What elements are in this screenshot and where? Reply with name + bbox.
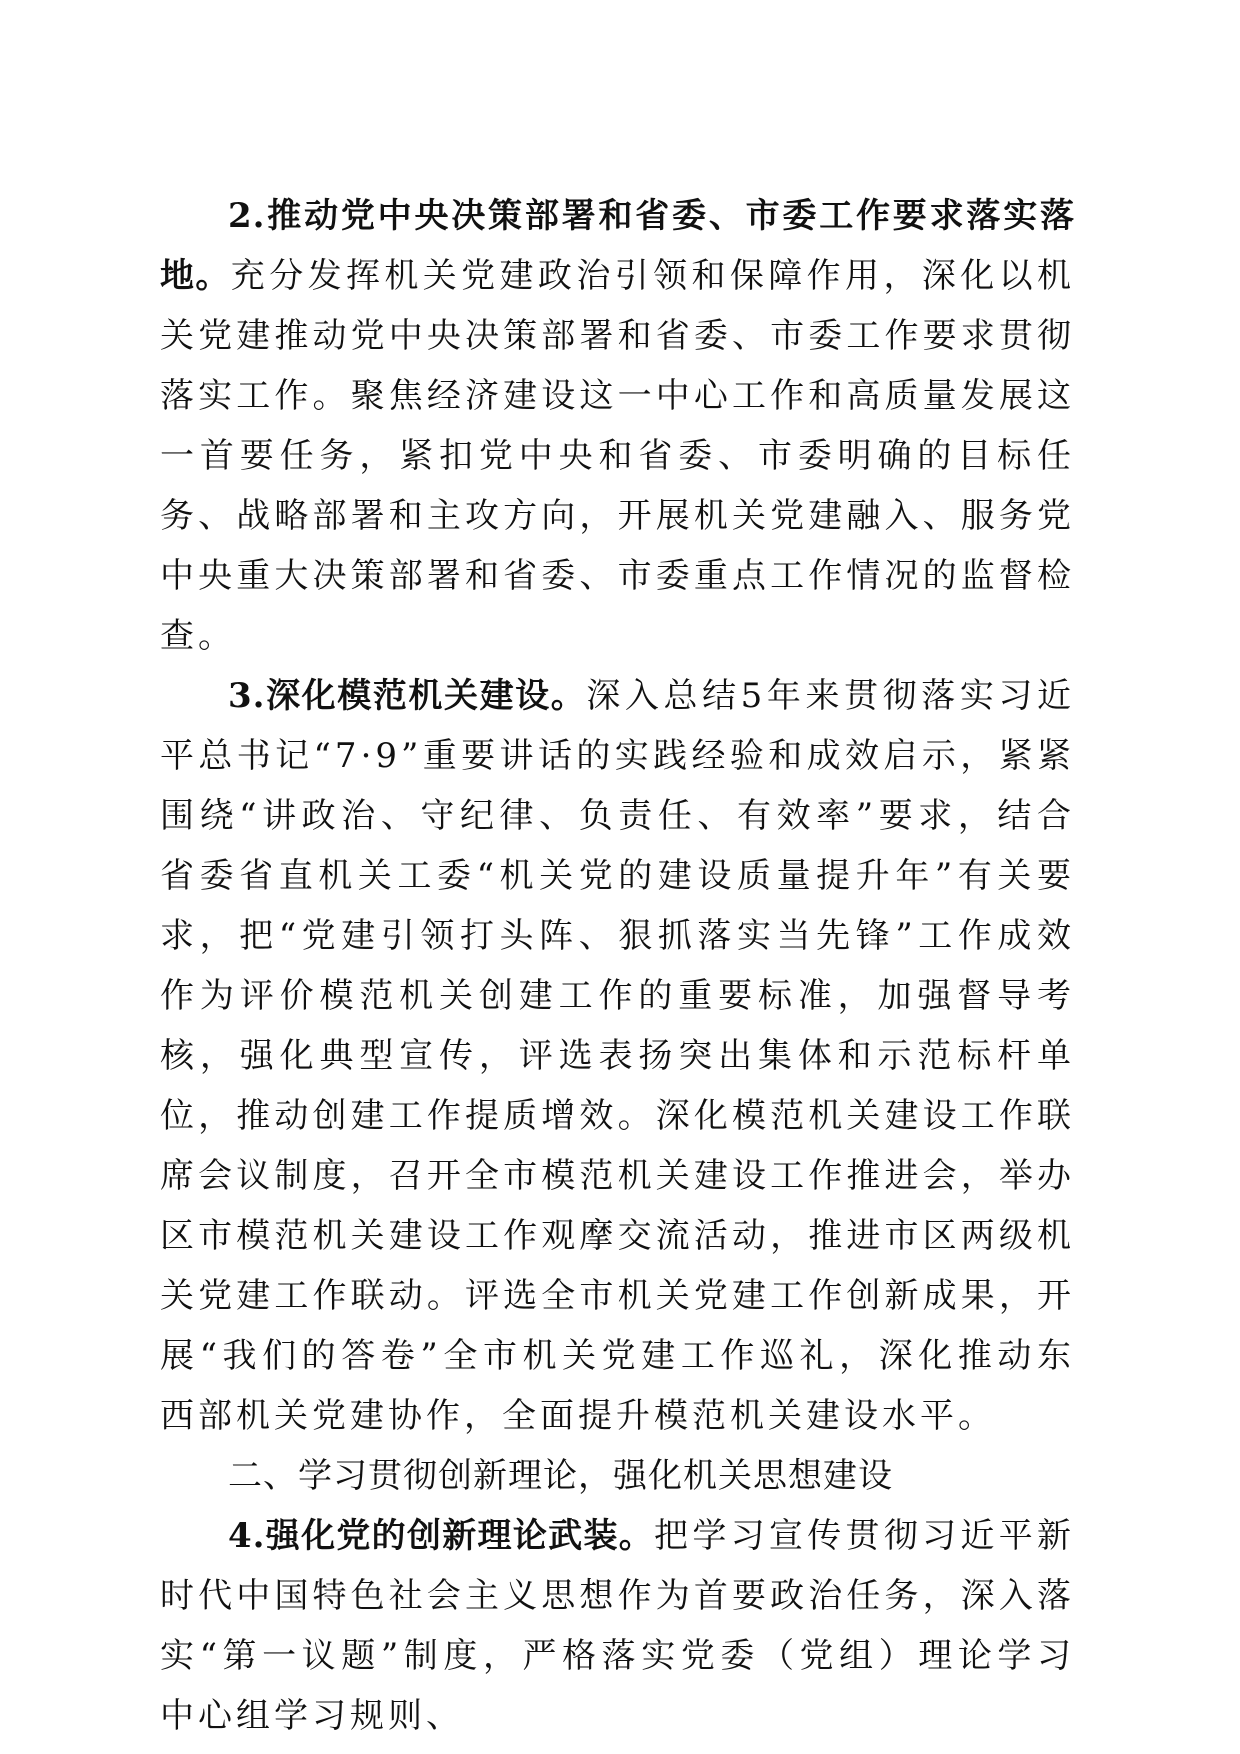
section-title: 二、学习贯彻创新理论，强化机关思想建设 (228, 1456, 893, 1496)
paragraph-4-heading: 4.强化党的创新理论武装。 (228, 1516, 655, 1556)
paragraph-2-heading: 2.推动党中央决策部署和省委、市委工作要求落实落地。 (160, 196, 1075, 296)
paragraph-4 (160, 1506, 1075, 1746)
paragraph-2-body: 充分发挥机关党建政治引领和保障作用，深化以机关党建推动党中央决策部署和省委、市委工作要求贯彻落实工作。聚焦经济建设这一中心工作和高质量发展这一首要任务，紧扣党中央和省委、市委明确的目标任务、战略部署和主攻方向，开展机关党建融入、服务党中央重大决策部署和省委、市委重点工作情况的监督检查。 (160, 256, 1076, 656)
paragraph-3-heading: 3.深化模范机关建设。 (228, 676, 587, 716)
paragraph-3-body: 深入总结5年来贯彻落实习近平总书记“7·9”重要讲话的实践经验和成效启示，紧紧围绕“讲政治、守纪律、负责任、有效率”要求，结合省委省直机关工委“机关党的建设质量提升年”有关要求，把“党建引领打头阵、狠抓落实当先锋”工作成效作为评价模范机关创建工作的重要标准，加强督导考核，强化典型宣传，评选表扬突出集体和示范标杆单位，推动创建工作提质增效。深化模范机关建设工作联席会议制度，召开全市模范机关建设工作推进会，举办区市模范机关建设工作观摩交流活动，推进市区两级机关党建工作联动。评选全市机关党建工作创新成果，开展“我们的答卷”全市机关党建工作巡礼，深化推动东西部机关党建协作，全面提升模范机关建设水平。 (160, 676, 1075, 1436)
paragraph-4-body: 把学习宣传贯彻习近平新时代中国特色社会主义思想作为首要政治任务，深入落实“第一议题”制度，严格落实党委（党组）理论学习中心组学习规则、 (160, 1516, 1076, 1736)
paragraph-2 (160, 186, 1075, 666)
paragraph-3 (160, 666, 1075, 1446)
document-page (160, 186, 1075, 1746)
